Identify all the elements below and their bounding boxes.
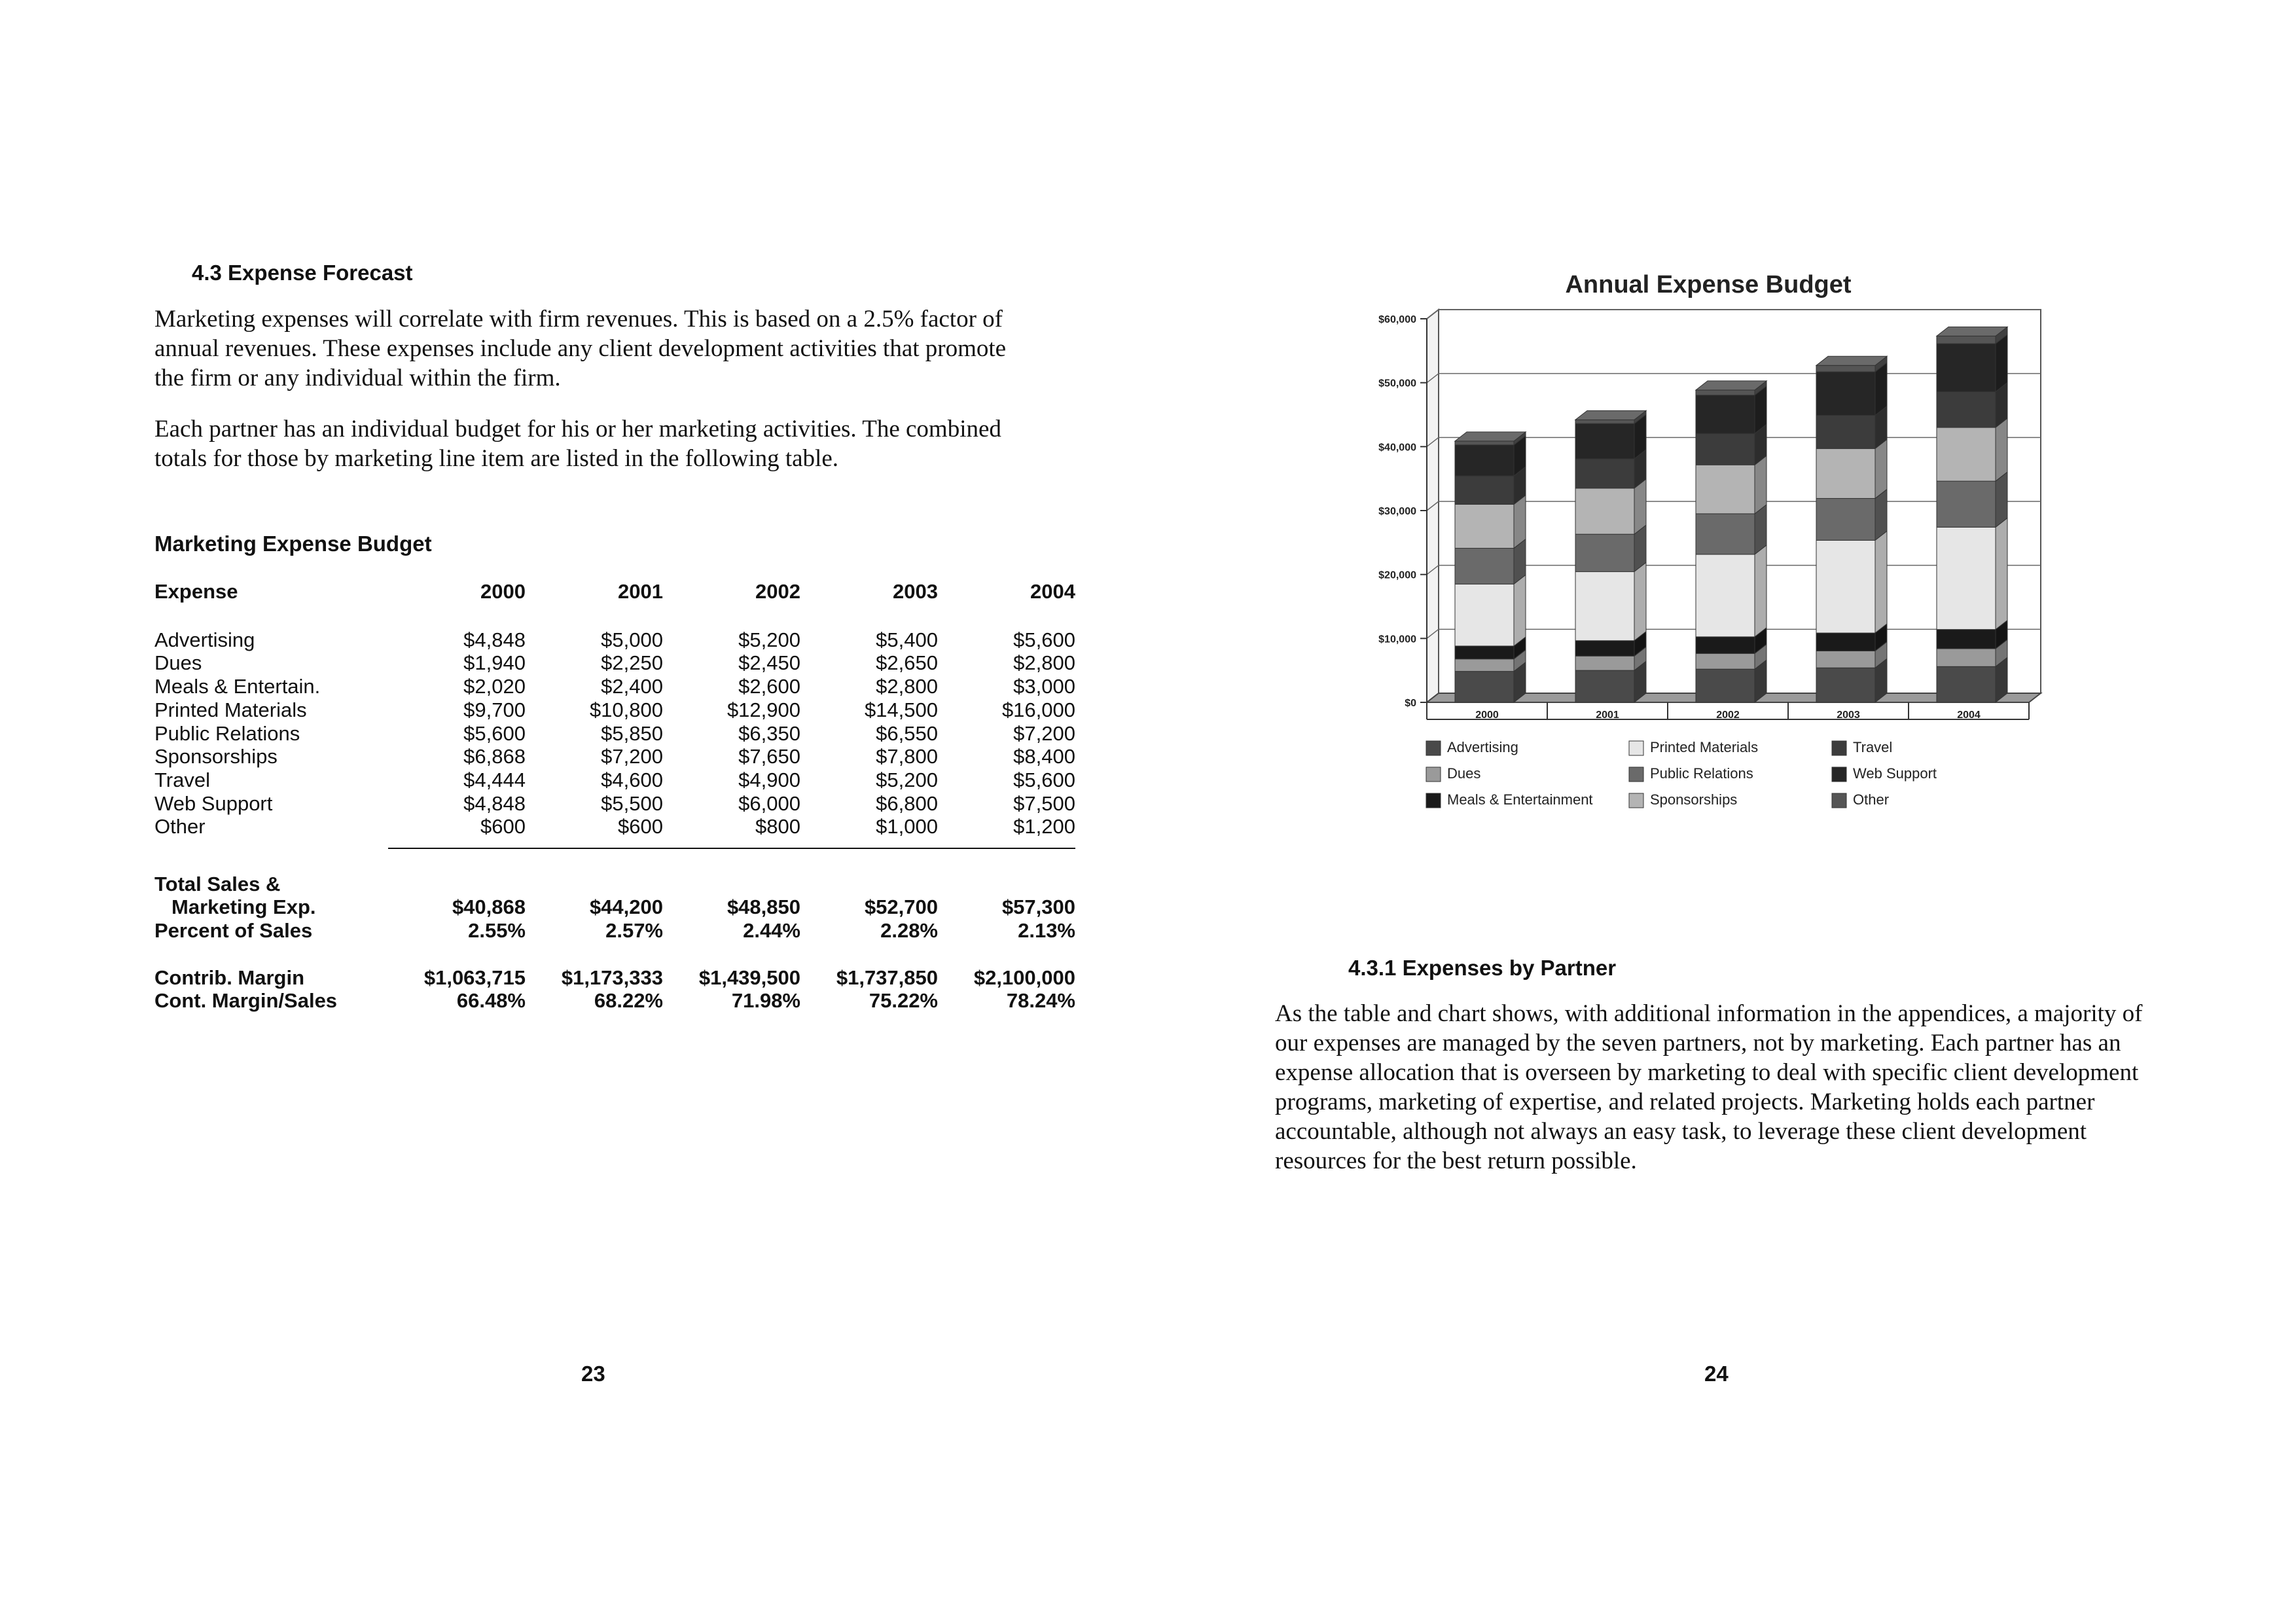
table-row	[154, 628, 1075, 652]
bar-segment	[1937, 344, 1996, 391]
bar-segment	[1937, 391, 1996, 427]
x-tick-label: 2000	[1475, 710, 1499, 721]
section-heading: 4.3 Expense Forecast	[192, 261, 413, 285]
table-cell: $3,000	[1013, 675, 1075, 698]
total-label-row	[154, 873, 1075, 896]
table-cell: $2,800	[876, 675, 938, 698]
legend-swatch	[1629, 741, 1643, 755]
row-label: Public Relations	[154, 721, 300, 745]
row-label: Dues	[154, 651, 202, 675]
legend-label: Sponsorships	[1650, 791, 1738, 808]
bar-segment	[1575, 670, 1634, 702]
table-cell: $6,800	[876, 791, 938, 815]
table-row	[154, 745, 1075, 768]
table-cell: $12,900	[726, 698, 800, 721]
row-label: Web Support	[154, 791, 273, 815]
table-cell: $6,550	[876, 721, 938, 745]
table-cell: $1,200	[1013, 815, 1075, 839]
bar-segment	[1816, 372, 1875, 415]
bar-segment	[1937, 336, 1996, 344]
bar-segment	[1455, 549, 1514, 585]
table-cell: $2,650	[876, 651, 938, 675]
row-label: Advertising	[154, 628, 255, 651]
bar-segment	[1816, 365, 1875, 372]
legend-label: Printed Materials	[1650, 739, 1759, 755]
table-row	[154, 722, 1075, 746]
bar-segment	[1816, 540, 1875, 633]
bar-top	[1575, 410, 1646, 420]
bar-segment	[1816, 633, 1875, 651]
bar-segment-side	[1996, 334, 2007, 391]
table-cell: $5,400	[876, 628, 938, 651]
bar-segment	[1696, 514, 1755, 554]
table-row	[154, 675, 1075, 698]
bar-segment-side	[1875, 531, 1887, 633]
contrib-label: Contrib. Margin	[154, 965, 305, 989]
table-cell: $9,700	[463, 698, 526, 721]
bar-segment	[1816, 448, 1875, 498]
legend-label: Advertising	[1447, 739, 1518, 755]
table-cell: $5,600	[1013, 628, 1075, 651]
cm-sales-cell: 75.22%	[869, 989, 938, 1013]
y-tick-label: $10,000	[1378, 634, 1416, 645]
bar-segment	[1455, 441, 1514, 445]
bar-segment	[1575, 571, 1634, 640]
table-row	[154, 815, 1075, 839]
bar-segment	[1455, 672, 1514, 702]
percent-cell: 2.28%	[880, 919, 938, 943]
bar-segment	[1455, 659, 1514, 672]
y-tick-label: $60,000	[1378, 314, 1416, 325]
intro-paragraph: Marketing expenses will correlate with firm revenues. This is based on a 2.5% factor of annual revenues. These expenses include any client development activities that promote the firm or any individual within the firm.	[154, 306, 1007, 391]
bar-segment-side	[1755, 545, 1767, 637]
bar-segment	[1696, 669, 1755, 702]
table-cell: $7,800	[876, 745, 938, 768]
header-cell: 2004	[1030, 580, 1075, 604]
contrib-row	[154, 966, 1075, 990]
row-label: Sponsorships	[154, 745, 278, 768]
bar-segment	[1937, 427, 1996, 481]
bar-segment-side	[1996, 418, 2007, 481]
legend-swatch	[1832, 767, 1846, 782]
legend-swatch	[1629, 767, 1643, 782]
bar-top	[1455, 432, 1526, 441]
subsection-heading: 4.3.1 Expenses by Partner	[1348, 956, 1617, 980]
bar-segment	[1455, 584, 1514, 646]
cm-sales-row	[154, 989, 1075, 1013]
bar-segment	[1575, 488, 1634, 534]
row-label: Printed Materials	[154, 698, 307, 721]
table-cell: $5,500	[601, 791, 663, 815]
bar-segment	[1575, 459, 1634, 488]
percent-cell: 2.57%	[605, 919, 663, 943]
bar-segment	[1575, 656, 1634, 670]
total-cell: $44,200	[589, 895, 663, 919]
percent-row	[154, 919, 1075, 943]
table-cell: $600	[480, 815, 526, 839]
bar-top	[1816, 356, 1887, 365]
y-tick-label: $50,000	[1378, 378, 1416, 389]
table-cell: $5,850	[601, 721, 663, 745]
legend-swatch	[1426, 767, 1441, 782]
table-header-row	[154, 579, 1075, 605]
table-cell: $2,020	[463, 675, 526, 698]
table-cell: $7,650	[738, 745, 800, 768]
bar-segment	[1816, 498, 1875, 540]
percent-cell: 2.55%	[468, 919, 526, 943]
x-tick-label: 2004	[1957, 710, 1981, 721]
cm-sales-label: Cont. Margin/Sales	[154, 989, 338, 1013]
bar-top	[1696, 381, 1767, 390]
table-cell: $4,848	[463, 628, 526, 651]
table-cell: $600	[618, 815, 663, 839]
table-row	[154, 768, 1075, 792]
bar-segment	[1455, 476, 1514, 504]
header-cell: 2001	[618, 580, 663, 604]
table-cell: $7,500	[1013, 791, 1075, 815]
table-cell: $5,200	[738, 628, 800, 651]
table-title: Marketing Expense Budget	[154, 532, 432, 556]
bar-segment-side	[1996, 472, 2007, 527]
table-cell: $6,000	[738, 791, 800, 815]
bar-segment	[1455, 646, 1514, 659]
cm-sales-cell: 78.24%	[1006, 989, 1075, 1013]
table-cell: $5,600	[1013, 768, 1075, 791]
table-cell: $2,800	[1013, 651, 1075, 675]
bar-segment	[1937, 649, 1996, 666]
legend-swatch	[1629, 793, 1643, 808]
x-tick-label: 2003	[1837, 710, 1860, 721]
partner-expenses-paragraph: As the table and chart shows, with additional information in the appendices, a majority of our expenses are managed by the seven partners, not by marketing. Each partner has an expense allocation that is overseen by marketing to deal with specific client development programs, marketing of expertise, and related projects. Marketing holds each partner accountable, although not always an easy task, to leverage these client development resources for the best return possible.	[1275, 1000, 2143, 1174]
cm-sales-cell: 68.22%	[594, 989, 663, 1013]
y-tick-label: $40,000	[1378, 442, 1416, 454]
page-number-left: 23	[581, 1362, 605, 1386]
total-label-cont: Marketing Exp.	[171, 895, 316, 919]
table-cell: $4,444	[463, 768, 526, 791]
total-cell: $52,700	[864, 895, 938, 919]
bar-segment-side	[1634, 479, 1646, 534]
table-cell: $14,500	[864, 698, 938, 721]
table-cell: $7,200	[1013, 721, 1075, 745]
bar-segment	[1575, 641, 1634, 656]
legend-swatch	[1426, 793, 1441, 808]
table-cell: $4,900	[738, 768, 800, 791]
x-tick-label: 2002	[1716, 710, 1740, 721]
chart-title: Annual Expense Budget	[1565, 271, 1852, 298]
partner-budget-paragraph: Each partner has an individual budget for his or her marketing activities. The combined totals for those by marketing line item are listed in the following table.	[154, 416, 1001, 472]
annual-expense-chart	[1355, 265, 2068, 821]
bar-segment	[1575, 420, 1634, 424]
contrib-cell: $1,063,715	[423, 965, 526, 989]
legend-label: Other	[1853, 791, 1890, 808]
total-label: Total Sales &	[154, 872, 281, 895]
x-tick-label: 2001	[1596, 710, 1619, 721]
table-cell: $8,400	[1013, 745, 1075, 768]
bar-segment	[1575, 534, 1634, 571]
bar-segment	[1937, 481, 1996, 527]
bar-segment	[1455, 504, 1514, 548]
bar-segment	[1696, 465, 1755, 514]
cm-sales-cell: 66.48%	[456, 989, 526, 1013]
legend-label: Public Relations	[1650, 765, 1753, 782]
cm-sales-cell: 71.98%	[731, 989, 800, 1013]
bar-segment	[1816, 668, 1875, 702]
bar-segment	[1696, 395, 1755, 434]
header-cell: 2002	[755, 580, 800, 604]
y-tick-label: $20,000	[1378, 569, 1416, 581]
total-cell: $57,300	[1001, 895, 1075, 919]
legend-label: Web Support	[1853, 765, 1937, 782]
contrib-cell: $1,173,333	[561, 965, 663, 989]
bar-segment	[1575, 424, 1634, 459]
legend-swatch	[1832, 741, 1846, 755]
table-cell: $6,350	[738, 721, 800, 745]
percent-cell: 2.13%	[1018, 919, 1075, 943]
bar-segment	[1696, 554, 1755, 637]
table-cell: $4,848	[463, 791, 526, 815]
table-row	[154, 792, 1075, 816]
table-cell: $1,000	[876, 815, 938, 839]
row-label: Travel	[154, 768, 210, 791]
bar-segment-side	[1514, 575, 1526, 646]
total-cell: $40,868	[452, 895, 526, 919]
row-label: Other	[154, 815, 206, 839]
bar-segment	[1937, 666, 1996, 702]
legend-swatch	[1832, 793, 1846, 808]
total-rule	[154, 839, 1075, 848]
table-cell: $10,800	[589, 698, 663, 721]
contrib-cell: $1,439,500	[698, 965, 800, 989]
table-cell: $7,200	[601, 745, 663, 768]
bar-top	[1937, 327, 2007, 336]
row-label: Meals & Entertain.	[154, 675, 321, 698]
table-cell: $2,250	[601, 651, 663, 675]
table-cell: $2,400	[601, 675, 663, 698]
page-number-right: 24	[1704, 1362, 1729, 1386]
table-cell: $5,200	[876, 768, 938, 791]
table-cell: $800	[755, 815, 800, 839]
header-cell: Expense	[154, 580, 238, 604]
bar-segment-side	[1634, 562, 1646, 640]
table-cell: $16,000	[1001, 698, 1075, 721]
y-tick-label: $0	[1405, 698, 1416, 709]
bar-segment-side	[1996, 518, 2007, 629]
bar-segment	[1455, 445, 1514, 476]
contrib-cell: $2,100,000	[973, 965, 1075, 989]
bar-segment	[1816, 415, 1875, 448]
table-cell: $2,450	[738, 651, 800, 675]
legend-label: Dues	[1447, 765, 1481, 782]
percent-label: Percent of Sales	[154, 919, 313, 943]
bar-segment	[1937, 527, 1996, 629]
total-cell: $48,850	[726, 895, 800, 919]
bar-segment	[1696, 390, 1755, 395]
contrib-cell: $1,737,850	[836, 965, 938, 989]
bar-segment	[1696, 433, 1755, 465]
table-row	[154, 698, 1075, 722]
table-cell: $5,600	[463, 721, 526, 745]
header-cell: 2000	[480, 580, 526, 604]
table-row	[154, 651, 1075, 675]
table-cell: $2,600	[738, 675, 800, 698]
table-cell: $5,000	[601, 628, 663, 651]
marketing-expense-table	[154, 579, 1075, 1013]
bar-segment	[1696, 653, 1755, 669]
bar-segment-side	[1875, 439, 1887, 498]
table-cell: $1,940	[463, 651, 526, 675]
bar-segment	[1937, 630, 1996, 649]
legend-label: Travel	[1853, 739, 1893, 755]
legend-swatch	[1426, 741, 1441, 755]
y-tick-label: $30,000	[1378, 506, 1416, 517]
legend-label: Meals & Entertainment	[1447, 791, 1593, 808]
bar-segment	[1816, 651, 1875, 668]
total-row	[154, 895, 1075, 919]
bar-segment	[1696, 637, 1755, 653]
percent-cell: 2.44%	[743, 919, 800, 943]
table-cell: $6,868	[463, 745, 526, 768]
bar-segment-side	[1755, 456, 1767, 514]
header-cell: 2003	[893, 580, 938, 604]
table-cell: $4,600	[601, 768, 663, 791]
